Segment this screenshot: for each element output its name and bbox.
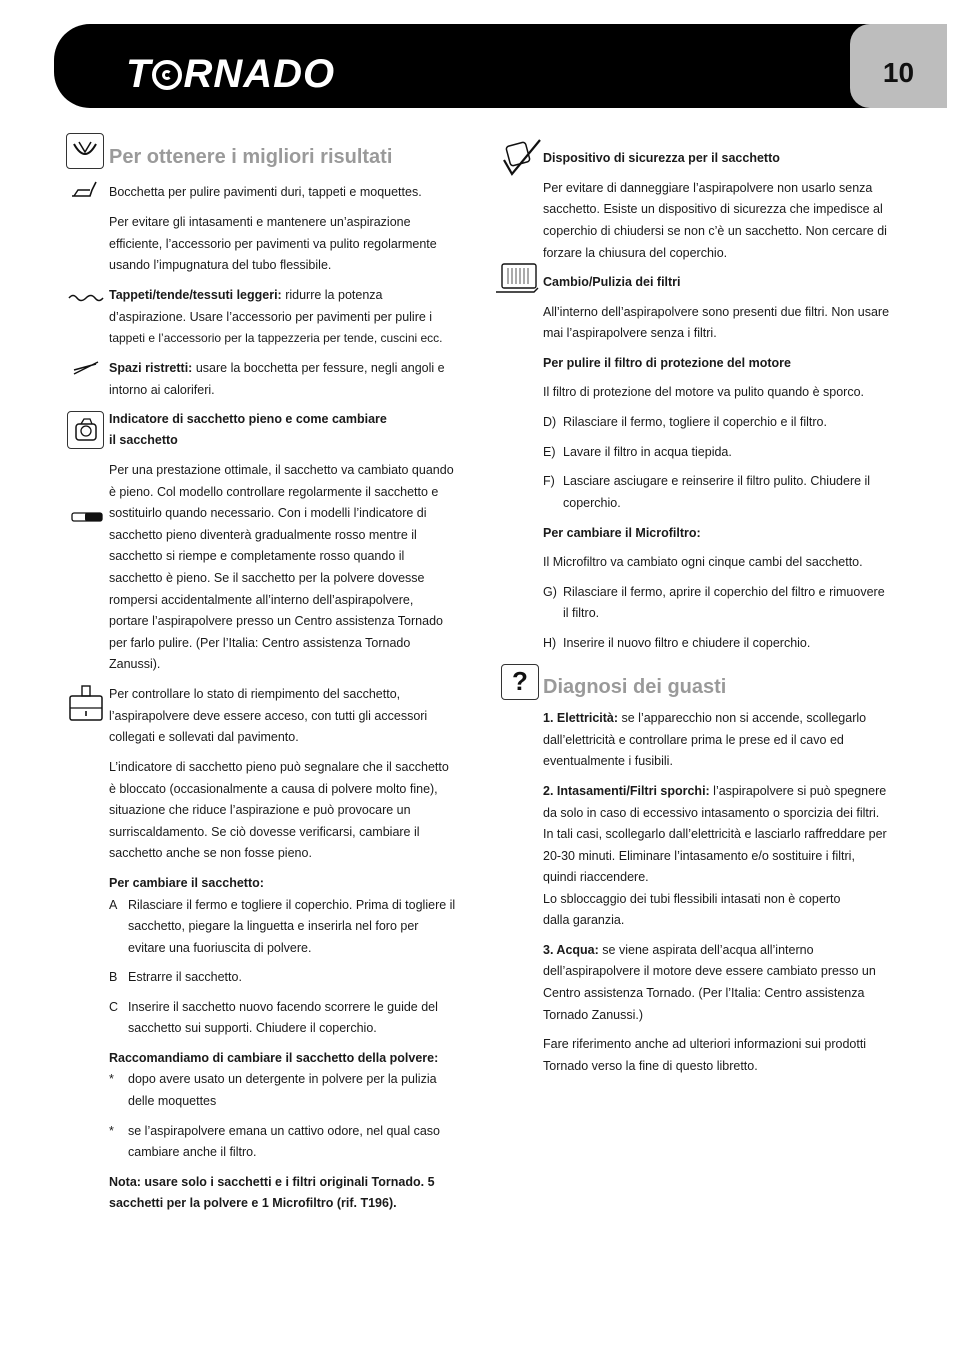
water-line-4: Tornado Zanussi.) xyxy=(543,1008,644,1022)
step-g-line-1: Rilasciare il fermo, aprire il coperchio del filtro e rimuovere xyxy=(563,585,885,599)
blocked-para-3: situazione che riduce l’aspirazione e può provocare un xyxy=(109,803,411,817)
safety-para-1: Per evitare di danneggiare l’aspirapolvere non usarlo senza xyxy=(543,181,873,195)
step-h-line-1: Inserire il nuovo filtro e chiudere il coperchio. xyxy=(563,636,811,650)
step-f-line-1: Lasciare asciugare e reinserire il filtro pulito. Chiudere il xyxy=(563,474,871,488)
clogging-line-6: Lo sbloccaggio dei tubi flessibili intasati non è coperto xyxy=(543,892,841,906)
blocked-para-1: L’indicatore di sacchetto pieno può segnalare che il sacchetto xyxy=(109,760,449,774)
floor-nozzle-icon xyxy=(70,180,98,204)
step-g-letter: G) xyxy=(543,585,557,599)
step-c-letter: C xyxy=(109,1000,119,1014)
indicator-para-9: per farlo pulire. (Per l’Italia: Centro assistenza Tornado xyxy=(109,636,411,650)
indicator-para-5: sacchetto si riempe e completamente rosso quando il xyxy=(109,549,405,563)
tornado-logo: T RNADO xyxy=(126,52,336,96)
electricity-line-1: 1. Elettricità: se l’apparecchio non si accende, scollegarlo xyxy=(543,711,867,725)
indicator-para-2: è pieno. Col modello controllare regolarmente il sacchetto e xyxy=(109,485,439,499)
blocked-para-2: è bloccato (occasionalmente a causa di polvere molto fine), xyxy=(109,782,438,796)
check-para-2: l’aspirapolvere deve essere acceso, con tutti gli accessori xyxy=(109,709,428,723)
filters-heading: Cambio/Pulizia dei filtri xyxy=(543,275,681,289)
step-a-line-3: evitare una fuoriuscita di polvere. xyxy=(128,941,312,955)
step-d-line-1: Rilasciare il fermo, togliere il coperchio e il filtro. xyxy=(563,415,827,429)
safety-para-4: forzare la chiusura del coperchio. xyxy=(543,246,728,260)
bullet-1-line-1: dopo avere usato un detergente in polvere per la pulizia xyxy=(128,1072,437,1086)
indicator-para-1: Per una prestazione ottimale, il sacchetto va cambiato quando xyxy=(109,463,454,477)
final-para-1: Fare riferimento anche ad ulteriori informazioni sui prodotti xyxy=(543,1037,867,1051)
electricity-line-2: dall’elettricità e controllare prima le prese ed il cavo ed xyxy=(543,733,844,747)
step-a-line-2: sacchetto, piegare la linguetta e inserirla nel foro per xyxy=(128,919,419,933)
water-line-2: dell’aspirapolvere il motore deve essere cambiato presso un xyxy=(543,964,876,978)
safety-device-icon xyxy=(500,138,542,182)
clogging-line-1: 2. Intasamenti/Filtri sporchi: l’aspirapolvere si può spegnere xyxy=(543,784,887,798)
spaces-line-1: Spazi ristretti: usare la bocchetta per fessure, negli angoli e xyxy=(109,361,445,375)
step-a-line-1: Rilasciare il fermo e togliere il coperchio. Prima di togliere il xyxy=(128,898,456,912)
microfilter-heading: Per cambiare il Microfiltro: xyxy=(543,526,701,540)
step-e-letter: E) xyxy=(543,445,556,459)
step-b-line-1: Estrarre il sacchetto. xyxy=(128,970,242,984)
safety-para-3: coperchio di chiudersi se non c’è un sacchetto. Non cercare di xyxy=(543,224,887,238)
note-line-1: Nota: usare solo i sacchetti e i filtri originali Tornado. 5 xyxy=(109,1175,435,1189)
bullet-1-line-2: delle moquettes xyxy=(128,1094,217,1108)
indicator-para-6: sacchetto è pieno. Se il sacchetto per la polvere dovesse xyxy=(109,571,425,585)
step-h-letter: H) xyxy=(543,636,557,650)
indicator-para-3: sostituirlo quando necessario. Con i modelli l’indicatore di xyxy=(109,506,427,520)
check-para-1: Per controllare lo stato di riempimento del sacchetto, xyxy=(109,687,401,701)
clogging-line-4: 20-30 minuti. Eliminare l’intasamento e/o sostituire i filtri, xyxy=(543,849,855,863)
indicator-bar-icon xyxy=(71,510,103,526)
clogging-line-3: In tali casi, scollegarlo dall’elettricità e lasciarlo raffreddare per xyxy=(543,827,887,841)
change-bag-heading: Per cambiare il sacchetto: xyxy=(109,876,264,890)
best-results-icon xyxy=(66,133,104,169)
step-a-letter: A xyxy=(109,898,118,912)
crevice-tool-icon xyxy=(72,360,100,380)
nozzle-para-1: Per evitare gli intasamenti e mantenere un’aspirazione xyxy=(109,215,411,229)
fabrics-line-1: Tappeti/tende/tessuti leggeri: ridurre la potenza xyxy=(109,288,383,302)
section-title-diagnosis: Diagnosi dei guasti xyxy=(543,676,727,698)
check-para-3: collegati e sollevati dal pavimento. xyxy=(109,730,299,744)
filter-icon xyxy=(494,262,540,304)
clogging-line-2: da solo in caso di eccessivo intasamento o sporcizia dei filtri. xyxy=(543,806,880,820)
indicator-para-8: portare l’aspirapolvere presso un Centro assistenza Tornado xyxy=(109,614,443,628)
microfilter-line: Il Microfiltro va cambiato ogni cinque cambi del sacchetto. xyxy=(543,555,863,569)
fabrics-line-3: tappeti e l’accessorio per la tappezzeria per tende, cuscini ecc. xyxy=(109,331,443,345)
motor-filter-line: Il filtro di protezione del motore va pulito quando è sporco. xyxy=(543,385,865,399)
note-line-2: sacchetti per la polvere e 1 Microfiltro (rif. T196). xyxy=(109,1196,397,1210)
final-para-2: Tornado verso la fine di questo libretto. xyxy=(543,1059,758,1073)
fabrics-line-2: d’aspirazione. Usare l’accessorio per pavimenti per pulire i xyxy=(109,310,433,324)
bullet-2-line-1: se l’aspirapolvere emana un cattivo odore, nel qual caso xyxy=(128,1124,440,1138)
step-e-line-1: Lavare il filtro in acqua tiepida. xyxy=(563,445,732,459)
step-c-line-2: sacchetto sui supporti. Chiudere il coperchio. xyxy=(128,1021,377,1035)
section-title-best-results: Per ottenere i migliori risultati xyxy=(109,146,393,168)
recommend-heading: Raccomandiamo di cambiare il sacchetto della polvere: xyxy=(109,1051,439,1065)
motor-filter-heading: Per pulire il filtro di protezione del motore xyxy=(543,356,791,370)
step-f-letter: F) xyxy=(543,474,555,488)
filters-para-2: mai l’aspirapolvere senza i filtri. xyxy=(543,326,717,340)
indicator-para-10: Zanussi). xyxy=(109,657,161,671)
water-line-1: 3. Acqua: se viene aspirata dell’acqua all’interno xyxy=(543,943,814,957)
check-level-icon xyxy=(68,684,104,726)
safety-para-2: sacchetto. Esiste un dispositivo di sicurezza che impedisce al xyxy=(543,202,883,216)
indicator-heading-2: il sacchetto xyxy=(109,433,178,447)
spaces-line-2: intorno ai caloriferi. xyxy=(109,383,215,397)
indicator-para-7: rompersi accidentalmente all’interno dell’aspirapolvere, xyxy=(109,593,414,607)
clogging-line-7: dalla garanzia. xyxy=(543,913,625,927)
fabric-wave-icon xyxy=(68,290,104,306)
indicator-heading-1: Indicatore di sacchetto pieno e come cambiare xyxy=(109,412,387,426)
filters-para-1: All’interno dell’aspirapolvere sono presenti due filtri. Non usare xyxy=(543,305,890,319)
bullet-2-line-2: cambiare anche il filtro. xyxy=(128,1145,257,1159)
indicator-para-4: sacchetto pieno diventerà gradualmente rosso mentre il xyxy=(109,528,417,542)
nozzle-para-2: efficiente, l’accessorio per pavimenti va pulito regolarmente xyxy=(109,237,437,251)
step-g-line-2: il filtro. xyxy=(563,606,600,620)
step-f-line-2: coperchio. xyxy=(563,496,621,510)
electricity-line-3: eventualmente i fusibili. xyxy=(543,754,673,768)
blocked-para-5: sacchetto anche se non fosse pieno. xyxy=(109,846,312,860)
step-b-letter: B xyxy=(109,970,118,984)
bullet-2-mark: * xyxy=(109,1124,114,1138)
page-number: 10 xyxy=(882,57,915,88)
bullet-1-mark: * xyxy=(109,1072,114,1086)
step-d-letter: D) xyxy=(543,415,557,429)
step-c-line-1: Inserire il sacchetto nuovo facendo scorrere le guide del xyxy=(128,1000,438,1014)
blocked-para-4: surriscaldamento. Se ciò dovesse verificarsi, cambiare il xyxy=(109,825,420,839)
logo-swirl-icon xyxy=(152,60,182,90)
bag-indicator-icon xyxy=(67,411,104,449)
clogging-line-5: quindi riaccendere. xyxy=(543,870,649,884)
question-icon: ? xyxy=(501,664,539,700)
water-line-3: Centro assistenza Tornado. (Per l’Italia: Centro assistenza xyxy=(543,986,865,1000)
nozzle-para-3: usando l’impugnatura del tubo flessibile. xyxy=(109,258,332,272)
nozzle-line: Bocchetta per pulire pavimenti duri, tappeti e moquettes. xyxy=(109,185,422,199)
safety-heading: Dispositivo di sicurezza per il sacchetto xyxy=(543,151,780,165)
